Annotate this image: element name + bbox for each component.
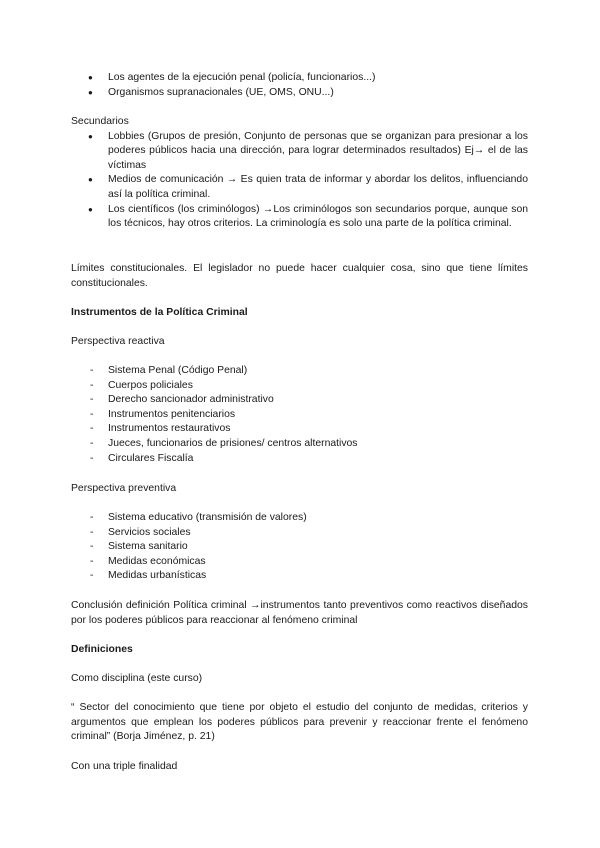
list-item: ● Medios de comunicación → Es quien trata de informar y abordar los delitos, influenciando así la política criminal.	[71, 173, 528, 202]
triple-finalidad	[71, 760, 528, 775]
preventiva-label	[71, 482, 528, 497]
subsection-label: Perspectiva reactiva	[71, 336, 165, 347]
list-item: - Circulares Fiscalía	[71, 452, 528, 467]
reactiva-list	[71, 364, 528, 466]
list-item: ● Los científicos (los criminólogos) →Los criminólogos son secundarios porque, aunque son los técnicos, hay otros criterios. La criminología es solo una parte de la política criminal.	[71, 203, 528, 232]
instrumentos-heading	[71, 306, 528, 321]
list-item: - Cuerpos policiales	[71, 379, 528, 394]
secundarios-list	[71, 130, 528, 232]
definiciones-heading	[71, 643, 528, 658]
section-heading: Definiciones	[71, 644, 133, 655]
list-item: - Jueces, funcionarios de prisiones/ centros alternativos	[71, 437, 528, 452]
top-bullet-list	[71, 71, 528, 100]
list-item: - Medidas urbanísticas	[71, 569, 528, 584]
reactiva-label	[71, 335, 528, 350]
list-item: - Medidas económicas	[71, 555, 528, 570]
preventiva-list	[71, 511, 528, 584]
secundarios-label: Secundarios	[71, 116, 129, 127]
list-item: - Instrumentos penitenciarios	[71, 408, 528, 423]
list-item: - Sistema sanitario	[71, 540, 528, 555]
quote-text: “ Sector del conocimiento que tiene por objeto el estudio del conjunto de medidas, criterios y argumentos que emplean los poderes públicos para prevenir y reaccionar frente el fenómeno criminal” (Borja Jiménez, p. 21)	[71, 702, 528, 743]
limites-paragraph	[71, 262, 528, 291]
conclusion-text: Conclusión definición Política criminal →instrumentos tanto preventivos como reactivos diseñados por los poderes públicos para reaccionar al fenómeno criminal	[71, 600, 528, 626]
list-item: - Sistema educativo (transmisión de valores)	[71, 511, 528, 526]
conclusion-paragraph	[71, 599, 528, 628]
secundarios-section	[71, 115, 528, 232]
subsection-label: Como disciplina (este curso)	[71, 673, 203, 684]
list-item: - Instrumentos restaurativos	[71, 422, 528, 437]
section-heading: Instrumentos de la Política Criminal	[71, 307, 248, 318]
limites-text: Límites constitucionales. El legislador no puede hacer cualquier cosa, sino que tiene límites constitucionales.	[71, 263, 528, 289]
list-item: ● Los agentes de la ejecución penal (policía, funcionarios...)	[71, 71, 528, 86]
list-item: - Servicios sociales	[71, 526, 528, 541]
quote-paragraph	[71, 701, 528, 745]
list-item: - Sistema Penal (Código Penal)	[71, 364, 528, 379]
subsection-label: Perspectiva preventiva	[71, 483, 177, 494]
list-item: ● Lobbies (Grupos de presión, Conjunto de personas que se organizan para presionar a los poderes públicos hacia una dirección, para lograr determinados resultados) Ej→ el de las víctimas	[71, 130, 528, 174]
list-item: ● Organismos supranacionales (UE, OMS, ONU...)	[71, 86, 528, 101]
list-item: - Derecho sancionador administrativo	[71, 393, 528, 408]
triple-text: Con una triple finalidad	[71, 761, 178, 772]
disciplina-label	[71, 672, 528, 687]
